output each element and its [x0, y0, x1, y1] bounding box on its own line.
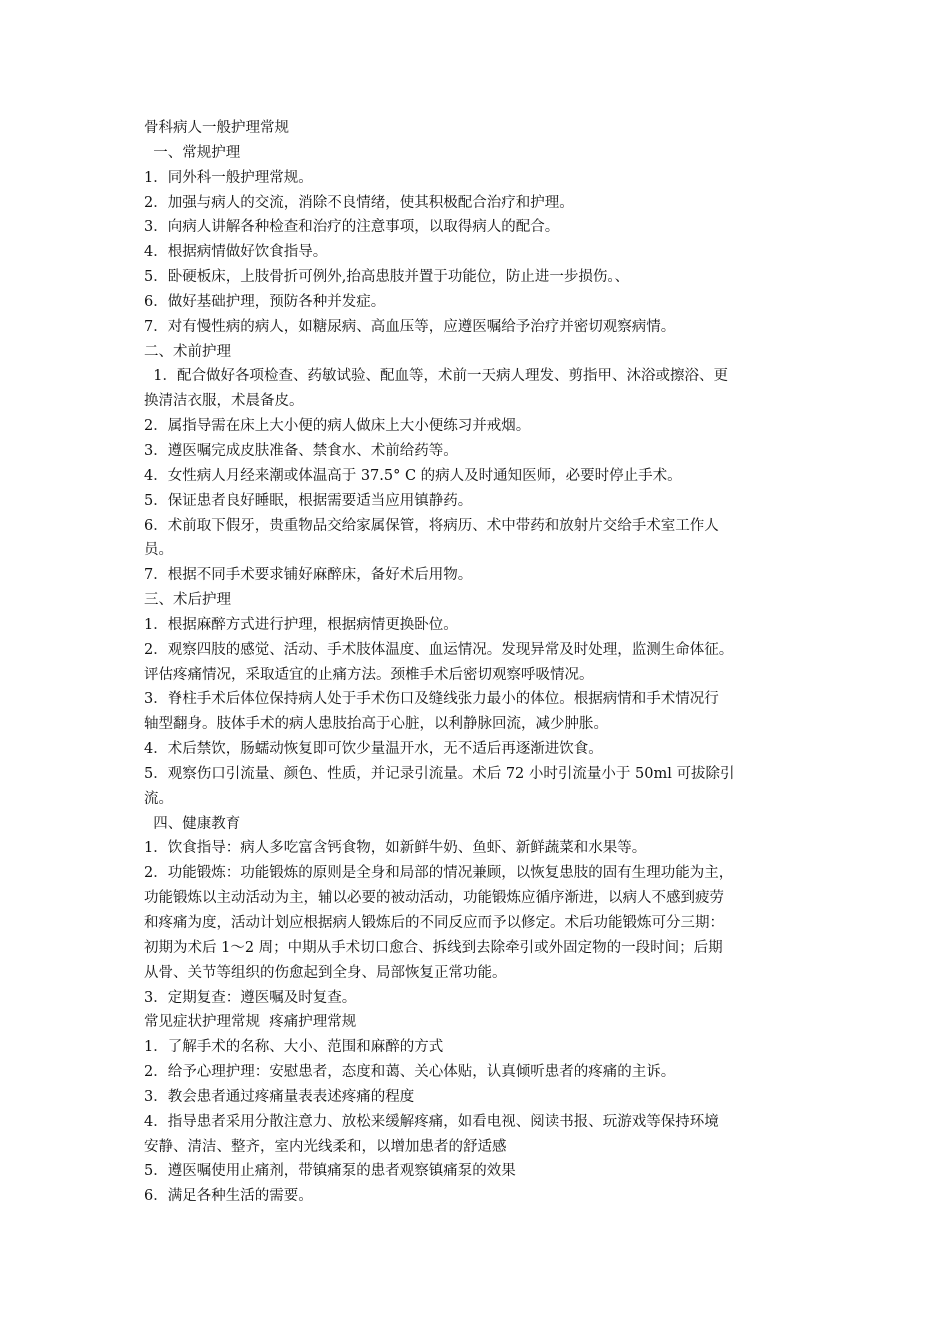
text-line: 三、术后护理 — [144, 592, 231, 609]
text-line: 4．指导患者采用分散注意力、放松来缓解疼痛，如看电视、阅读书报、玩游戏等保持环境 — [144, 1113, 719, 1130]
text-line: 7．根据不同手术要求铺好麻醉床，备好术后用物。 — [144, 567, 473, 584]
text-line: 从骨、关节等组织的伤愈起到全身、局部恢复正常功能。 — [144, 964, 507, 981]
text-line: 5．观察伤口引流量、颜色、性质，并记录引流量。术后 72 小时引流量小于 50ml 可拔除引 — [144, 765, 735, 782]
text-line: 二、术前护理 — [144, 343, 231, 360]
text-line: 1．同外科一般护理常规。 — [144, 169, 313, 186]
text-line: 评估疼痛情况，采取适宜的止痛方法。颈椎手术后密切观察呼吸情况。 — [144, 666, 594, 683]
text-line: 3．遵医嘱完成皮肤准备、禁食水、术前给药等。 — [144, 442, 458, 459]
text-line: 轴型翻身。肢体手术的病人患肢抬高于心脏，以利静脉回流，减少肿胀。 — [144, 716, 608, 733]
text-line: 四、健康教育 — [144, 815, 241, 832]
text-line: 换清洁衣服，术晨备皮。 — [144, 393, 304, 410]
text-line: 6．做好基础护理，预防各种并发症。 — [144, 293, 386, 310]
text-line: 3．教会患者通过疼痛量表表述疼痛的程度 — [144, 1088, 415, 1105]
text-line: 员。 — [144, 542, 173, 559]
text-line: 4．根据病情做好饮食指导。 — [144, 244, 328, 261]
text-line: 常见症状护理常规 疼痛护理常规 — [144, 1014, 357, 1031]
text-line: 初期为术后 1～2 周；中期从手术切口愈合、拆线到去除牵引或外固定物的一段时间；后期 — [144, 939, 723, 956]
text-line: 3．脊柱手术后体位保持病人处于手术伤口及缝线张力最小的体位。根据病情和手术情况行 — [144, 691, 719, 708]
text-line: 2．给予心理护理：安慰患者，态度和蔼、关心体贴，认真倾听患者的疼痛的主诉。 — [144, 1064, 676, 1081]
text-line: 5．卧硬板床，上肢骨折可例外,抬高患肢并置于功能位，防止进一步损伤。、 — [144, 269, 630, 286]
text-line: 和疼痛为度，活动计划应根据病人锻炼后的不同反应而予以修定。术后功能锻炼可分三期： — [144, 915, 724, 931]
text-line: 1．配合做好各项检查、药敏试验、配血等，术前一天病人理发、剪指甲、沐浴或擦浴、更 — [144, 368, 728, 385]
text-line: 5．保证患者良好睡眠，根据需要适当应用镇静药。 — [144, 492, 473, 509]
text-line: 4．术后禁饮，肠蠕动恢复即可饮少量温开水，无不适后再逐渐进饮食。 — [144, 741, 603, 758]
text-line: 1．了解手术的名称、大小、范围和麻醉的方式 — [144, 1039, 444, 1056]
text-line: 6．满足各种生活的需要。 — [144, 1188, 313, 1205]
text-line: 2．观察四肢的感觉、活动、手术肢体温度、血运情况。发现异常及时处理，监测生命体征。 — [144, 641, 734, 658]
text-line: 7．对有慢性病的病人，如糖尿病、高血压等，应遵医嘱给予治疗并密切观察病情。 — [144, 318, 676, 335]
text-line: 2．属指导需在床上大小便的病人做床上大小便练习并戒烟。 — [144, 418, 531, 435]
text-line: 6．术前取下假牙，贵重物品交给家属保管，将病历、术中带药和放射片交给手术室工作人 — [144, 517, 719, 534]
text-line: 安静、清洁、整齐，室内光线柔和，以增加患者的舒适感 — [144, 1138, 507, 1155]
text-line: 4．女性病人月经来潮或体温高于 37.5° C 的病人及时通知医师，必要时停止手术。 — [144, 467, 682, 484]
document-body — [144, 116, 814, 1209]
text-line: 骨科病人一般护理常规 — [144, 120, 289, 136]
text-line: 2．加强与病人的交流，消除不良情绪，使其积极配合治疗和护理。 — [144, 194, 574, 211]
text-line: 一、常规护理 — [144, 144, 241, 161]
text-line: 功能锻炼以主动活动为主，辅以必要的被动活动，功能锻炼应循序渐进，以病人不感到疲劳 — [144, 890, 724, 907]
text-line: 5．遵医嘱使用止痛剂，带镇痛泵的患者观察镇痛泵的效果 — [144, 1163, 516, 1180]
text-line: 流。 — [144, 790, 173, 807]
text-line: 1．饮食指导：病人多吃富含钙食物，如新鲜牛奶、鱼虾、新鲜蔬菜和水果等。 — [144, 840, 647, 857]
text-line: 3．定期复查：遵医嘱及时复查。 — [144, 989, 357, 1006]
text-line: 3．向病人讲解各种检查和治疗的注意事项，以取得病人的配合。 — [144, 219, 560, 236]
text-line: 1．根据麻醉方式进行护理，根据病情更换卧位。 — [144, 616, 458, 633]
text-line: 2．功能锻炼：功能锻炼的原则是全身和局部的情况兼顾，以恢复患肢的固有生理功能为主， — [144, 865, 734, 882]
